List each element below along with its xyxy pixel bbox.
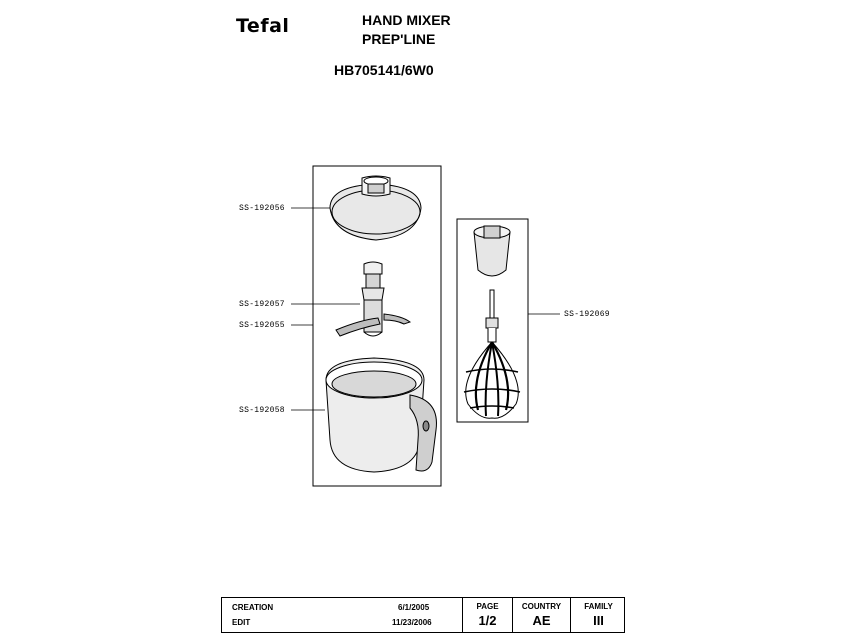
creation-date: 6/1/2005 [398, 603, 430, 612]
title-block [221, 597, 625, 633]
family-label: FAMILY [584, 602, 613, 611]
creation-label: CREATION [232, 603, 274, 612]
blade-shaft-drawing [336, 262, 410, 336]
part-ref-lid: SS-192056 [239, 204, 285, 213]
bowl-drawing [326, 358, 436, 472]
family-cell [570, 598, 626, 632]
part-ref-bowl: SS-192058 [239, 406, 285, 415]
country-cell [512, 598, 570, 632]
page-label: PAGE [476, 602, 499, 611]
page-value: 1/2 [478, 613, 497, 628]
part-ref-chopper-set: SS-192055 [239, 321, 285, 330]
page-cell [462, 598, 512, 632]
edit-date: 11/23/2006 [392, 618, 432, 627]
whisk-drawing [464, 290, 520, 418]
country-label: COUNTRY [521, 602, 562, 611]
model-number: HB705141/6W0 [334, 62, 434, 78]
lid-drawing [330, 176, 421, 240]
edit-label: EDIT [232, 618, 251, 627]
whisk-coupler-drawing [474, 226, 510, 276]
tefal-logo: Tefal [236, 15, 290, 37]
family-value: III [593, 613, 604, 628]
country-value: AE [532, 613, 551, 628]
product-subname: PREP'LINE [362, 31, 436, 47]
part-ref-whisk-set: SS-192069 [564, 310, 610, 319]
product-name: HAND MIXER [362, 12, 451, 28]
part-ref-blade-shaft: SS-192057 [239, 300, 285, 309]
